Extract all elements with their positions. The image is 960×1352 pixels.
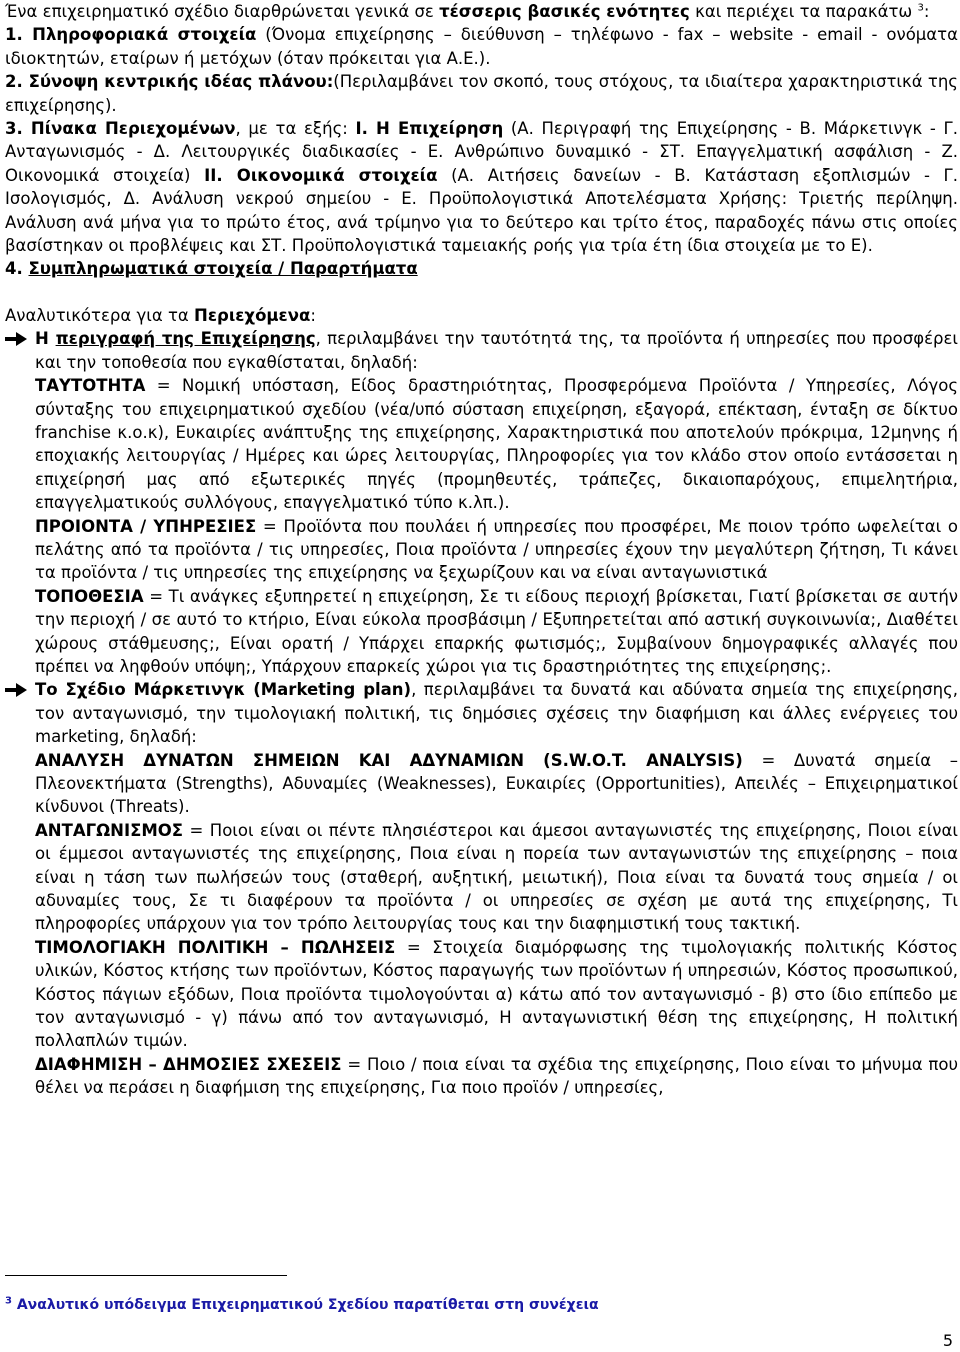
intro-text-2: και περιέχει τα παρακάτω bbox=[689, 2, 918, 21]
competition-text: = Ποιοι είναι οι πέντε πλησιέστεροι και άμεσοι ανταγωνιστές της επιχείρησης, Ποιοι είναι οι έμμεσοι ανταγωνιστές της επιχείρησης, Ποια είναι η πορεία των ανταγωνιστών της επιχείρησης – ποια είναι η τάση των πωλήσεών τους (σταθερή, αυξητική, μειωτική), Ποια είναι τα δυνατά τους σημεία / οι αδυναμίες τους, Σε τι διαφέρουν τα προϊόντα / οι υπηρεσίες σε σχέση με αυτά της επιχείρησης, Τι πληροφορίες υπάρχουν για τον τρόπο λειτουργίας τους και την διαφημιστική τους τακτική. bbox=[35, 820, 958, 934]
details-heading bbox=[5, 304, 958, 327]
location-text: = Τι ανάγκες εξυπηρετεί η επιχείρηση, Σε τι είδους περιοχή βρίσκεται, Γιατί βρίσκεται σε αυτήν την περιοχή / σε αυτό το κτήριο, Είναι εύκολα προσβάσιμη / Εξυπηρετείται από αστική συγκοινωνία;, Διαθέτει χώρους στάθμευσης;, Είναι ορατή / Υπάρχει επαρκής φωτισμός;, Συμβαίνουν δημογραφικές αλλαγές που πρέπει να ληφθούν υπόψη;, Υπάρχουν επαρκείς χώροι για τις δραστηριότητες της επιχείρησης;. bbox=[35, 586, 958, 676]
swot-text: = Δυνατά σημεία – Πλεονεκτήματα (Strengths), Αδυναμίες (Weaknesses), Ευκαιρίες (Opportunities), Απειλές – Επιχειρηματικοί κίνδυνοι (Threats). bbox=[35, 750, 958, 817]
page-number: 5 bbox=[942, 1331, 953, 1350]
item-pricing bbox=[5, 936, 958, 1053]
section-2-number: 2. bbox=[5, 72, 29, 92]
section-1-text: (Όνομα επιχείρησης – διεύθυνση – τηλέφωνο - fax – website - email - ονόματα ιδιοκτητών, εταίρων ή μετόχων (όταν πρόκειται για Α.Ε.). bbox=[5, 25, 958, 68]
section-2-title: Σύνοψη κεντρικής ιδέας πλάνου: bbox=[28, 72, 334, 92]
bullet-business-description bbox=[5, 327, 958, 374]
details-text: Αναλυτικότερα για τα bbox=[5, 305, 195, 325]
item-advertising bbox=[5, 1053, 958, 1100]
section-3-text-2: (Α. Περιγραφή της Επιχείρησης - Β. Μάρκετινγκ - Γ. Ανταγωνισμός - Δ. Λειτουργικές διαδικασίες - Ε. Ανθρώπινο δυναμικό - ΣΤ. Επαγγελματική ασφάλιση - Ζ. Οικονομικά στοιχεία) bbox=[5, 119, 958, 185]
advertising-text: = Ποιο / ποια είναι τα σχέδια της επιχείρησης, Ποιο είναι το μήνυμα που θέλει να περάσει η διαφήμιση της επιχείρησης, Για ποιο προϊόν / υπηρεσίες, bbox=[35, 1054, 958, 1098]
footnote-separator bbox=[5, 1275, 287, 1276]
section-3-part-1: I. Η Επιχείρηση bbox=[355, 119, 504, 139]
section-3-text-3: (Α. Αιτήσεις δανείων - Β. Κατάσταση εξοπλισμών - Γ. Ισολογισμός, Δ. Ανάλυση νεκρού σημείου - Ε. Προϋπολογιστικά Αποτελέσματα Χρήσης: Τριετής περίληψη. Ανάλυση ανά μήνα για το πρώτο έτος, ανά τρίμηνο για το δεύτερο και τρίτο έτος, παραδοχές πάνω στις οποίες βασίστηκαν οι προβλέψεις και ΣΤ. Προϋπολογιστικά ταμειακής ροής για τρία έτη ίδια στοιχεία με το Ε). bbox=[5, 165, 958, 256]
section-3-title: Πίνακα Περιεχομένων bbox=[30, 119, 236, 139]
section-3-number: 3. bbox=[5, 119, 31, 139]
bullet-1-text: , περιλαμβάνει την ταυτότητά της, τα προϊόντα ή υπηρεσίες που προσφέρει και την τοποθεσία που εγκαθίσταται, δηλαδή: bbox=[35, 329, 958, 372]
section-1-number: 1. bbox=[5, 25, 33, 45]
pricing-label: ΤΙΜΟΛΟΓΙΑΚΗ ΠΟΛΙΤΙΚΗ – ΠΩΛΗΣΕΙΣ bbox=[35, 937, 396, 957]
location-label: ΤΟΠΟΘΕΣΙΑ bbox=[35, 586, 144, 606]
section-4-number: 4. bbox=[5, 259, 29, 279]
spacer bbox=[5, 281, 958, 304]
details-colon: : bbox=[310, 305, 316, 325]
bullet-marketing-plan bbox=[5, 678, 958, 748]
pricing-text: = Στοιχεία διαμόρφωσης της τιμολογιακής πολιτικής Κόστος υλικών, Κόστος κτήσης των προϊόντων, Κόστος παραγωγής των προϊόντων ή υπηρεσιών, Κόστος προσωπικού, Κόστος πάγιων εξόδων, Ποια προϊόντα τιμολογούνται α) κάτω από τον ανταγωνισμό - β) στο ίδιο επίπεδο με τον ανταγωνισμό - γ) πάνω από τον ανταγωνισμό, Η ανταγωνιστική θέση της επιχείρησης, Η πολιτική πολλαπλών τιμών. bbox=[35, 937, 958, 1051]
section-4 bbox=[5, 257, 958, 280]
identity-label: ΤΑΥΤΟΤΗΤΑ bbox=[35, 376, 146, 396]
section-4-title: Συμπληρωματικά στοιχεία / Παραρτήματα bbox=[28, 259, 418, 279]
item-competition bbox=[5, 819, 958, 936]
bullet-2-text: , περιλαμβάνει τα δυνατά και αδύνατα σημεία της επιχείρησης, τον ανταγωνισμό, την τιμολογιακή πολιτική, τις δημόσιες σχέσεις την διαφήμιση και άλλες ενέργειες του marketing, δηλαδή: bbox=[35, 680, 959, 747]
arrow-bullet-icon bbox=[5, 332, 27, 346]
item-products bbox=[5, 515, 958, 585]
item-identity bbox=[5, 374, 958, 514]
section-3-text-1: , με τα εξής: bbox=[235, 119, 356, 139]
products-label: ΠΡΟΙΟΝΤΑ / ΥΠΗΡΕΣΙΕΣ bbox=[35, 516, 257, 536]
document-page bbox=[5, 0, 959, 1350]
bullet-1-prefix: Η bbox=[35, 329, 56, 349]
intro-text: Ένα επιχειρηματικό σχέδιο διαρθρώνεται γενικά σε bbox=[5, 2, 440, 21]
footnote-text: Αναλυτικό υπόδειγμα Επιχειρηματικού Σχεδίου παρατίθεται στη συνέχεια bbox=[11, 1297, 599, 1313]
section-2 bbox=[5, 70, 958, 117]
identity-text: = Νομική υπόσταση, Είδος δραστηριότητας, Προσφερόμενα Προϊόντα / Υπηρεσίες, Λόγος σύνταξης του επιχειρηματικού σχεδίου (νέα/υπό σύσταση επιχείρηση, εξαγορά, επέκταση, ένταξη σε δίκτυο franchise κ.ο.κ), Ευκαιρίες ανάπτυξης της επιχείρησης, Χαρακτηριστικά που αποτελούν πρόκριμα, 12μηνης ή εποχιακής λειτουργίας / Ημέρες και ώρες λειτουργίας, Πληροφορίες για τον κλάδο στον οποίο εντάσσεται η επιχείρησή μας από εξωτερικές πηγές (προμηθευτές, τράπεζες, δικαιοπαρόχους, επιμελητήρια, επαγγελματικούς συλλόγους, επαγγελματικό τύπο κ.λπ.). bbox=[35, 376, 958, 513]
intro-paragraph bbox=[5, 0, 958, 23]
bullet-2-title: Σχέδιο Μάρκετινγκ (Marketing plan) bbox=[65, 680, 412, 700]
intro-colon: : bbox=[923, 2, 930, 21]
arrow-bullet-icon bbox=[5, 683, 27, 697]
section-1 bbox=[5, 23, 958, 70]
swot-label: ΑΝΑΛΥΣΗ ΔΥΝΑΤΩΝ ΣΗΜΕΙΩΝ ΚΑΙ ΑΔΥΝΑΜΙΩΝ (S.W.O.T. ANALYSIS) bbox=[35, 750, 743, 770]
intro-emphasis: τέσσερις βασικές ενότητες bbox=[439, 2, 690, 21]
details-emphasis: Περιεχόμενα bbox=[194, 305, 311, 325]
bullet-2-prefix: Το bbox=[35, 680, 66, 700]
bullet-1-title: περιγραφή της Επιχείρησης bbox=[55, 329, 316, 349]
section-3-part-2: II. Οικονομικά στοιχεία bbox=[204, 165, 438, 185]
footnote-ref[interactable]: 3 bbox=[917, 2, 924, 14]
section-3 bbox=[5, 117, 958, 257]
item-location bbox=[5, 585, 958, 679]
item-swot bbox=[5, 749, 958, 819]
products-text: = Προϊόντα που πουλάει ή υπηρεσίες που προσφέρει, Με ποιον τρόπο ωφελείται ο πελάτης από τα προϊόντα / τις υπηρεσίες, Ποια προϊόντα / υπηρεσίες έχουν την μεγαλύτερη ζήτηση, Τι κάνει τα προϊόντα / τις υπηρεσίες της επιχείρησης να ξεχωρίζουν και να είναι ανταγωνιστικά bbox=[35, 516, 959, 583]
competition-label: ΑΝΤΑΓΩΝΙΣΜΟΣ bbox=[35, 820, 184, 840]
footnote-marker: 3 bbox=[5, 1295, 12, 1307]
advertising-label: ΔΙΑΦΗΜΙΣΗ – ΔΗΜΟΣΙΕΣ ΣΧΕΣΕΙΣ bbox=[35, 1054, 342, 1074]
section-1-title: Πληροφοριακά στοιχεία bbox=[32, 25, 257, 45]
section-2-text: (Περιλαμβάνει τον σκοπό, τους στόχους, τα ιδιαίτερα χαρακτηριστικά της επιχείρησης). bbox=[5, 72, 958, 115]
footnote bbox=[5, 1294, 599, 1317]
